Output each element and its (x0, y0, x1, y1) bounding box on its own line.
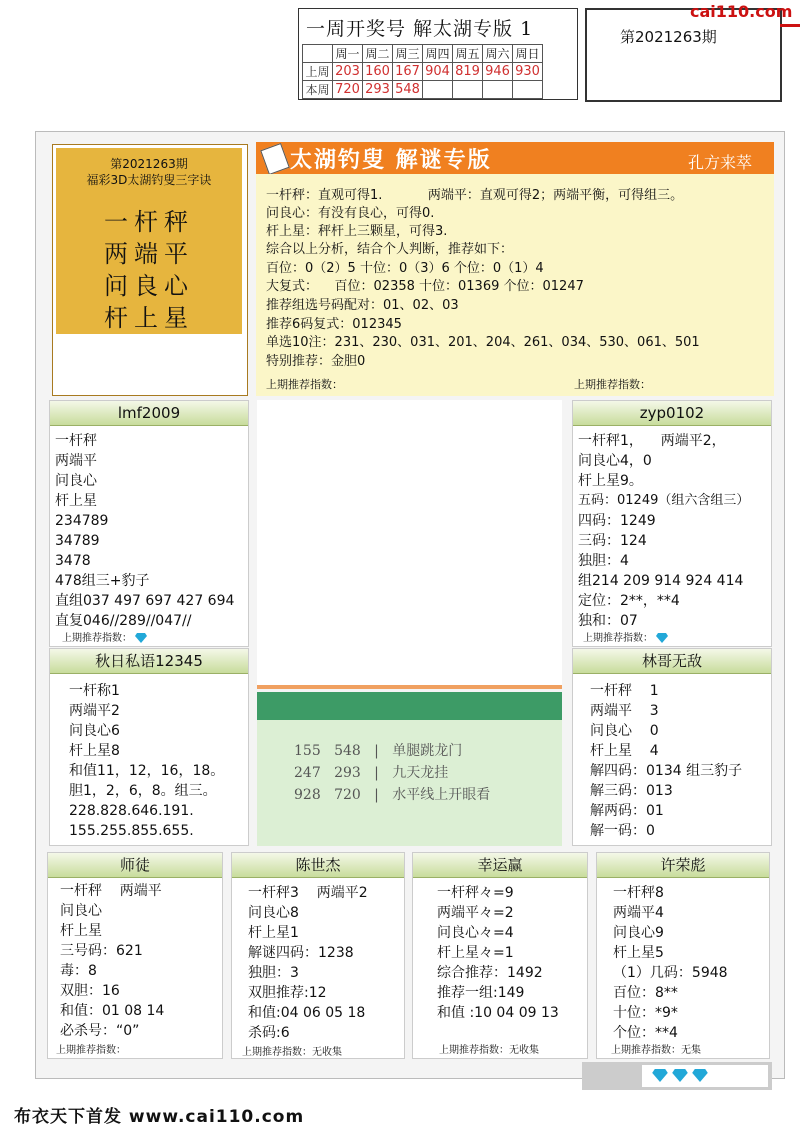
center-blank-panel (257, 400, 562, 685)
expert-box-xurongbiao (596, 852, 770, 1059)
last-week-label: 上周 (303, 63, 333, 81)
number-cell: 160 (363, 63, 393, 81)
expert-name: 秋日私语12345 (50, 649, 248, 674)
prediction-line: 综合推荐：1492 (437, 965, 543, 981)
number-cell: 548 (393, 81, 423, 99)
expert-box-zyp0102 (572, 400, 772, 647)
rating-footer (62, 629, 147, 644)
analysis-line: 特别推荐：金胆0 (266, 354, 366, 369)
prediction-line: 解一码：0 (590, 823, 655, 839)
footer-brand: 布衣天下首发 www.cai110.com (14, 1107, 305, 1127)
rating-footer (583, 629, 668, 644)
history-line: 155 548 | 单腿跳龙门 (294, 743, 463, 759)
last-week-row (303, 63, 543, 81)
draw-results-table (302, 44, 543, 99)
prediction-line: 四码：1249 (578, 513, 656, 529)
number-cell (453, 81, 483, 99)
prediction-line: 3478 (55, 553, 91, 569)
site-logo[interactable]: cai110.com (690, 2, 793, 21)
prediction-line: 推荐一组:149 (437, 985, 525, 1001)
this-week-label: 本周 (303, 81, 333, 99)
prediction-line: 胆1，2，6，8。组三。 (69, 783, 217, 799)
riddle-line: 问良心 (104, 272, 194, 300)
prediction-line: 问良心8 (248, 905, 299, 921)
analysis-line: 推荐组选号码配对：01、02、03 (266, 298, 459, 313)
rating-footer: 上期推荐指数：无收集 (242, 1047, 342, 1058)
number-cell: 819 (453, 63, 483, 81)
prediction-line: 杆上星1 (248, 925, 299, 941)
gold-card-title (56, 156, 242, 188)
center-green-header (257, 692, 562, 720)
prediction-line: 问良心 0 (590, 723, 659, 739)
expert-box-lmf2009 (49, 400, 249, 647)
prediction-line: 一杆秤 (55, 433, 97, 449)
prediction-line: 两端平2 (69, 703, 120, 719)
prediction-line: 百位：8** (613, 985, 678, 1001)
analysis-line: 杆上星：秤杆上三颗星，可得3. (266, 224, 448, 239)
expert-name: 林哥无敌 (573, 649, 771, 674)
prediction-line: 毒：8 (60, 963, 97, 979)
analysis-line: 综合以上分析，结合个人判断，推荐如下： (266, 242, 514, 257)
prediction-line: 杆上星 (55, 493, 97, 509)
analysis-line: 大复式： 百位：02358 十位：01369 个位：01247 (266, 279, 584, 294)
prediction-line: 一杆秤 1 (590, 683, 659, 699)
day-cell: 周一 (333, 45, 363, 63)
day-cell: 周日 (513, 45, 543, 63)
analysis-line: 问良心：有没有良心，可得0. (266, 206, 435, 221)
panel-footer-right: 上期推荐指数： (574, 378, 651, 391)
number-cell (483, 81, 513, 99)
prediction-line: 一杆秤 两端平 (60, 883, 162, 899)
period-box (585, 8, 782, 102)
prediction-line: 和值：01 08 14 (60, 1003, 165, 1019)
prediction-line: 一杆秤3 两端平2 (248, 885, 368, 901)
prediction-line: 独胆：4 (578, 553, 629, 569)
day-cell: 周三 (393, 45, 423, 63)
day-cell: 周二 (363, 45, 393, 63)
analysis-line: 百位：0（2）5 十位：0（3）6 个位：0（1）4 (266, 261, 544, 276)
expert-name: 师徒 (48, 853, 222, 878)
rating-footer: 上期推荐指数：无收集 (439, 1045, 539, 1056)
number-cell (423, 81, 453, 99)
prediction-line: 解谜四码：1238 (248, 945, 354, 961)
prediction-line: 解四码：0134 组三豹子 (590, 763, 743, 779)
prediction-line: 十位：*9* (613, 1005, 678, 1021)
prediction-line: 五码：01249（组六含组三） (578, 493, 750, 508)
prediction-line: 问良心9 (613, 925, 664, 941)
gold-card-subtitle: 福彩3D太湖钓叟三字诀 (86, 173, 212, 187)
prediction-line: 228.828.646.191. (69, 803, 194, 819)
expert-name: 许荣彪 (597, 853, 769, 878)
analysis-line: 一杆秤：直观可得1. 两端平：直观可得2；两端平衡，可得组三。 (266, 188, 684, 203)
rating-strip-inner (642, 1065, 768, 1087)
prediction-line: 杆上星5 (613, 945, 664, 961)
day-cell: 周五 (453, 45, 483, 63)
expert-name: lmf2009 (50, 401, 248, 426)
analysis-line: 推荐6码复式：012345 (266, 317, 402, 332)
days-row (303, 45, 543, 63)
center-divider (257, 685, 562, 689)
expert-box-chenshijie (231, 852, 405, 1059)
gold-card-period: 第2021263期 (110, 157, 188, 171)
number-cell: 946 (483, 63, 513, 81)
prediction-line: 个位：**4 (613, 1025, 678, 1041)
expert-name: 幸运赢 (413, 853, 587, 878)
expert-box-shitu (47, 852, 223, 1059)
day-cell: 周六 (483, 45, 513, 63)
prediction-line: 杆上星8 (69, 743, 120, 759)
prediction-line: 解三码：013 (590, 783, 673, 799)
corner-cell (303, 45, 333, 63)
header-title: 一周开奖号 解太湖专版 1 (306, 18, 534, 40)
prediction-line: 杆上星 (60, 923, 102, 939)
diamond-icon (135, 633, 147, 643)
riddle-line: 两端平 (104, 240, 194, 268)
history-line: 247 293 | 九天龙挂 (294, 765, 449, 781)
prediction-line: 问良心4，0 (578, 453, 652, 469)
diamond-icon (692, 1069, 708, 1082)
prediction-line: 双胆：16 (60, 983, 120, 999)
prediction-line: 杀码:6 (248, 1025, 290, 1041)
prediction-line: 必杀号：“0” (60, 1023, 140, 1039)
prediction-line: 问良心 (55, 473, 97, 489)
diamond-icon (652, 1069, 668, 1082)
riddle-line: 一杆秤 (104, 208, 194, 236)
number-cell: 167 (393, 63, 423, 81)
number-cell: 203 (333, 63, 363, 81)
prediction-line: 和值11，12，16，18。 (69, 763, 225, 779)
number-cell: 904 (423, 63, 453, 81)
prediction-line: 两端平 (55, 453, 97, 469)
prediction-line: 一杆秤々=9 (437, 885, 514, 901)
diamond-icon (656, 633, 668, 643)
prediction-line: 478组三+豹子 (55, 573, 150, 589)
prediction-line: 155.255.855.655. (69, 823, 194, 839)
prediction-line: 两端平 3 (590, 703, 659, 719)
prediction-line: 一杆秤1， 两端平2， (578, 433, 726, 449)
prediction-line: 独和：07 (578, 613, 638, 629)
number-cell: 720 (333, 81, 363, 99)
prediction-line: 解两码：01 (590, 803, 664, 819)
prediction-line: 杆上星 4 (590, 743, 659, 759)
prediction-line: 34789 (55, 533, 100, 549)
prediction-line: 和值 :10 04 09 13 (437, 1005, 559, 1021)
prediction-line: 杆上星9。 (578, 473, 643, 489)
prediction-line: 两端平々=2 (437, 905, 514, 921)
rating-footer: 上期推荐指数： (56, 1045, 126, 1056)
prediction-line: 两端平4 (613, 905, 664, 921)
number-cell (513, 81, 543, 99)
prediction-line: 三号码：621 (60, 943, 143, 959)
prediction-line: 杆上星々=1 (437, 945, 514, 961)
riddle-line: 杆上星 (104, 304, 194, 332)
expert-box-qiuri (49, 648, 249, 846)
prediction-line: 直复046//289//047// (55, 613, 192, 629)
prediction-line: 问良心々=4 (437, 925, 514, 941)
prediction-line: 组214 209 914 924 414 (578, 573, 744, 589)
expert-name: zyp0102 (573, 401, 771, 426)
prediction-line: 三码：124 (578, 533, 647, 549)
prediction-line: 问良心 (60, 903, 102, 919)
prediction-line: 问良心6 (69, 723, 120, 739)
expert-name: 陈世杰 (232, 853, 404, 878)
rating-label: 上期推荐指数： (62, 633, 132, 644)
main-panel-author: 孔方来萃 (688, 153, 753, 172)
number-cell: 930 (513, 63, 543, 81)
prediction-line: 和值:04 06 05 18 (248, 1005, 366, 1021)
expert-box-xingyunying (412, 852, 588, 1059)
period-number: 第2021263期 (620, 28, 717, 46)
this-week-row (303, 81, 543, 99)
diamond-icon (672, 1069, 688, 1082)
prediction-line: 一杆秤8 (613, 885, 664, 901)
prediction-line: （1）几码：5948 (613, 965, 728, 981)
rating-label: 上期推荐指数： (583, 633, 653, 644)
prediction-line: 一杆称1 (69, 683, 120, 699)
panel-footer-left: 上期推荐指数： (266, 378, 343, 391)
logo-underline (780, 24, 800, 27)
prediction-line: 双胆推荐:12 (248, 985, 327, 1001)
number-cell: 293 (363, 81, 393, 99)
analysis-line: 单选10注：231、230、031、201、204、261、034、530、061、501 (266, 335, 700, 350)
day-cell: 周四 (423, 45, 453, 63)
expert-box-linge (572, 648, 772, 846)
main-panel-title: 太湖钓叟 解谜专版 (290, 147, 492, 173)
prediction-line: 独胆：3 (248, 965, 299, 981)
prediction-line: 直组037 497 697 427 694 (55, 593, 235, 609)
rating-footer: 上期推荐指数：无集 (611, 1045, 701, 1056)
history-line: 928 720 | 水平线上开眼看 (294, 787, 491, 803)
prediction-line: 234789 (55, 513, 109, 529)
prediction-line: 定位：2**，**4 (578, 593, 680, 609)
